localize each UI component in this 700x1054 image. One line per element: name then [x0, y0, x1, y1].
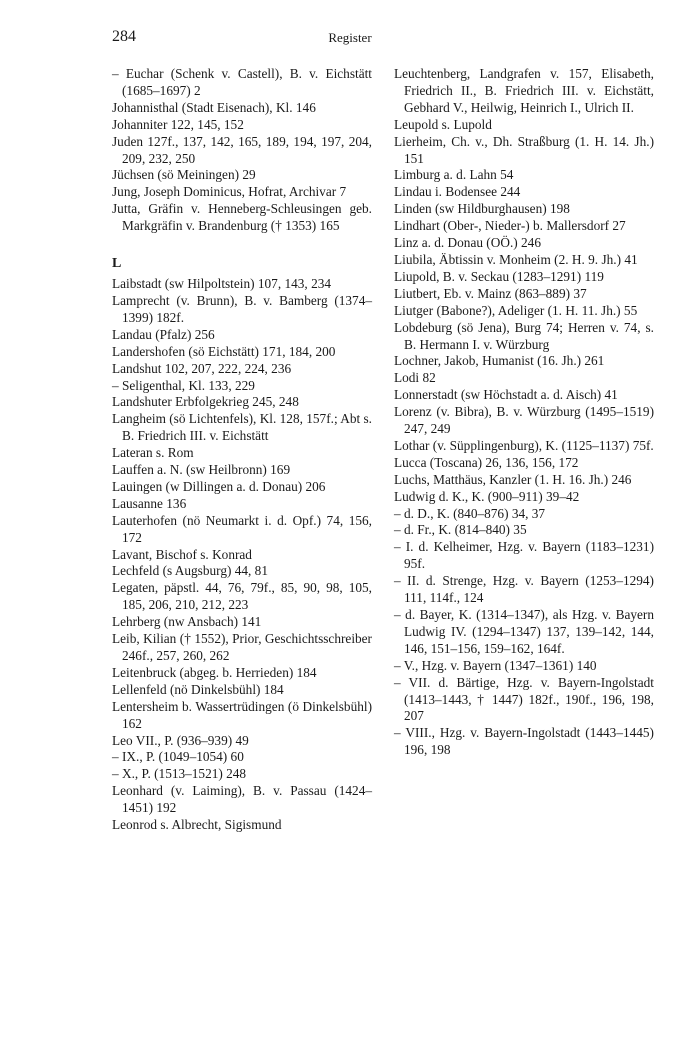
- index-entry: Lateran s. Rom: [112, 445, 194, 461]
- index-entry: – Euchar (Schenk v. Castell), B. v. Eichstätt (1685–1697) 2: [112, 66, 372, 98]
- index-entry: – IX., P. (1049–1054) 60: [112, 749, 244, 765]
- index-entry: Leib, Kilian († 1552), Prior, Geschichtsschreiber 246f., 257, 260, 262: [112, 631, 372, 663]
- index-entry: – V., Hzg. v. Bayern (1347–1361) 140: [394, 657, 597, 673]
- index-column-left: [112, 66, 372, 834]
- running-head: Register: [328, 30, 372, 45]
- entry-group-right: [394, 66, 654, 759]
- index-entry: Lausanne 136: [112, 495, 187, 511]
- index-entry: – VIII., Hzg. v. Bayern-Ingolstadt (1443–1445) 196, 198: [394, 725, 654, 758]
- index-entry: Lentersheim b. Wassertrüdingen (ö Dinkelsbühl) 162: [112, 698, 372, 731]
- index-entry: Langheim (sö Lichtenfels), Kl. 128, 157f.; Abt s. B. Friedrich III. v. Eichstätt: [112, 411, 372, 444]
- index-entry: – X., P. (1513–1521) 248: [112, 766, 247, 782]
- index-entry: Lindhart (Ober-, Nieder-) b. Mallersdorf 27: [394, 218, 626, 234]
- index-entry: Landshut 102, 207, 222, 224, 236: [112, 360, 292, 376]
- index-entry: Luchs, Matthäus, Kanzler (1. H. 16. Jh.) 246: [394, 471, 632, 487]
- index-entry: Lavant, Bischof s. Konrad: [112, 546, 252, 562]
- index-entry: – d. Fr., K. (814–840) 35: [394, 522, 527, 538]
- index-entry: Lochner, Jakob, Humanist (16. Jh.) 261: [394, 353, 605, 369]
- section-letter: L: [112, 256, 122, 272]
- index-entry: Lodi 82: [394, 370, 436, 386]
- index-entry: Leuchtenberg, Landgrafen v. 157, Elisabeth, Friedrich II., B. Friedrich III. v. Eichstätt, Gebhard V., Heilwig, Heinrich I., Ulrich II.: [394, 66, 654, 115]
- index-entry: Liutbert, Eb. v. Mainz (863–889) 37: [394, 285, 587, 301]
- page-number: 284: [112, 28, 136, 45]
- index-entry: Leupold s. Lupold: [394, 116, 492, 132]
- index-entry: – VII. d. Bärtige, Hzg. v. Bayern-Ingolstadt (1413–1443, † 1447) 182f., 190f., 196, 198, 207: [394, 674, 654, 724]
- index-entry: Leo VII., P. (936–939) 49: [112, 732, 249, 748]
- index-entry: – Seligenthal, Kl. 133, 229: [112, 377, 255, 393]
- index-entry: Landshuter Erbfolgekrieg 245, 248: [112, 394, 299, 410]
- index-entry: Juden 127f., 137, 142, 165, 189, 194, 197, 204, 209, 232, 250: [112, 133, 372, 166]
- index-entry: Lierheim, Ch. v., Dh. Straßburg (1. H. 14. Jh.) 151: [394, 133, 654, 166]
- index-entry: Lonnerstadt (sw Höchstadt a. d. Aisch) 41: [394, 387, 618, 403]
- entry-group-l: [112, 276, 372, 834]
- index-entry: Lindau i. Bodensee 244: [394, 184, 521, 200]
- index-entry: Landershofen (sö Eichstätt) 171, 184, 200: [112, 343, 336, 359]
- index-entry: Lellenfeld (nö Dinkelsbühl) 184: [112, 681, 284, 697]
- index-entry: Lauterhofen (nö Neumarkt i. d. Opf.) 74, 156, 172: [112, 512, 372, 545]
- index-entry: Lechfeld (s Augsburg) 44, 81: [112, 563, 268, 579]
- index-entry: Liupold, B. v. Seckau (1283–1291) 119: [394, 268, 604, 284]
- index-entry: Liubila, Äbtissin v. Monheim (2. H. 9. Jh.) 41: [394, 251, 638, 267]
- index-entry: Lauingen (w Dillingen a. d. Donau) 206: [112, 478, 326, 494]
- index-entry: – d. Bayer, K. (1314–1347), als Hzg. v. Bayern Ludwig IV. (1294–1347) 137, 139–142, 144, 146, 151–156, 159–162, 164f.: [394, 607, 654, 656]
- index-entry: Leonrod s. Albrecht, Sigismund: [112, 817, 282, 833]
- index-entry: Legaten, päpstl. 44, 76, 79f., 85, 90, 98, 105, 185, 206, 210, 212, 223: [112, 580, 372, 613]
- index-entry: – II. d. Strenge, Hzg. v. Bayern (1253–1294) 111, 114f., 124: [394, 573, 654, 606]
- index-entry: Ludwig d. K., K. (900–911) 39–42: [394, 488, 580, 504]
- index-entry: Landau (Pfalz) 256: [112, 326, 215, 342]
- index-entry: Jutta, Gräfin v. Henneberg-Schleusingen geb. Markgräfin v. Brandenburg († 1353) 165: [112, 201, 372, 234]
- index-entry: Limburg a. d. Lahn 54: [394, 167, 514, 183]
- index-entry: Lucca (Toscana) 26, 136, 156, 172: [394, 454, 579, 470]
- index-entry: Jung, Joseph Dominicus, Hofrat, Archivar 7: [112, 184, 347, 200]
- index-entry: – I. d. Kelheimer, Hzg. v. Bayern (1183–1231) 95f.: [394, 539, 654, 572]
- index-entry: Laibstadt (sw Hilpoltstein) 107, 143, 234: [112, 276, 332, 292]
- index-entry: Liutger (Babone?), Adeliger (1. H. 11. Jh.) 55: [394, 302, 638, 318]
- index-entry: Linden (sw Hildburghausen) 198: [394, 201, 570, 217]
- index-entry: Linz a. d. Donau (OÖ.) 246: [394, 235, 541, 251]
- index-entry: Leitenbruck (abgeg. b. Herrieden) 184: [112, 664, 317, 680]
- index-entry: Lehrberg (nw Ansbach) 141: [112, 614, 262, 630]
- index-entry: Lauffen a. N. (sw Heilbronn) 169: [112, 462, 291, 478]
- index-entry: Lorenz (v. Bibra), B. v. Würzburg (1495–1519) 247, 249: [394, 404, 654, 437]
- index-entry: Leonhard (v. Laiming), B. v. Passau (1424–1451) 192: [112, 783, 372, 816]
- index-entry: Johannisthal (Stadt Eisenach), Kl. 146: [112, 99, 316, 115]
- index-entry: Lothar (v. Süpplingenburg), K. (1125–1137) 75f.: [394, 437, 654, 453]
- index-entry: Johanniter 122, 145, 152: [112, 116, 244, 132]
- index-entry: – d. D., K. (840–876) 34, 37: [394, 505, 546, 521]
- index-entry: Jüchsen (sö Meiningen) 29: [112, 167, 256, 183]
- entry-group-j: [112, 66, 372, 235]
- index-entry: Lobdeburg (sö Jena), Burg 74; Herren v. 74, s. B. Hermann I. v. Würzburg: [394, 319, 654, 352]
- index-entry: Lamprecht (v. Brunn), B. v. Bamberg (1374–1399) 182f.: [112, 292, 372, 325]
- index-column-right: [394, 66, 654, 759]
